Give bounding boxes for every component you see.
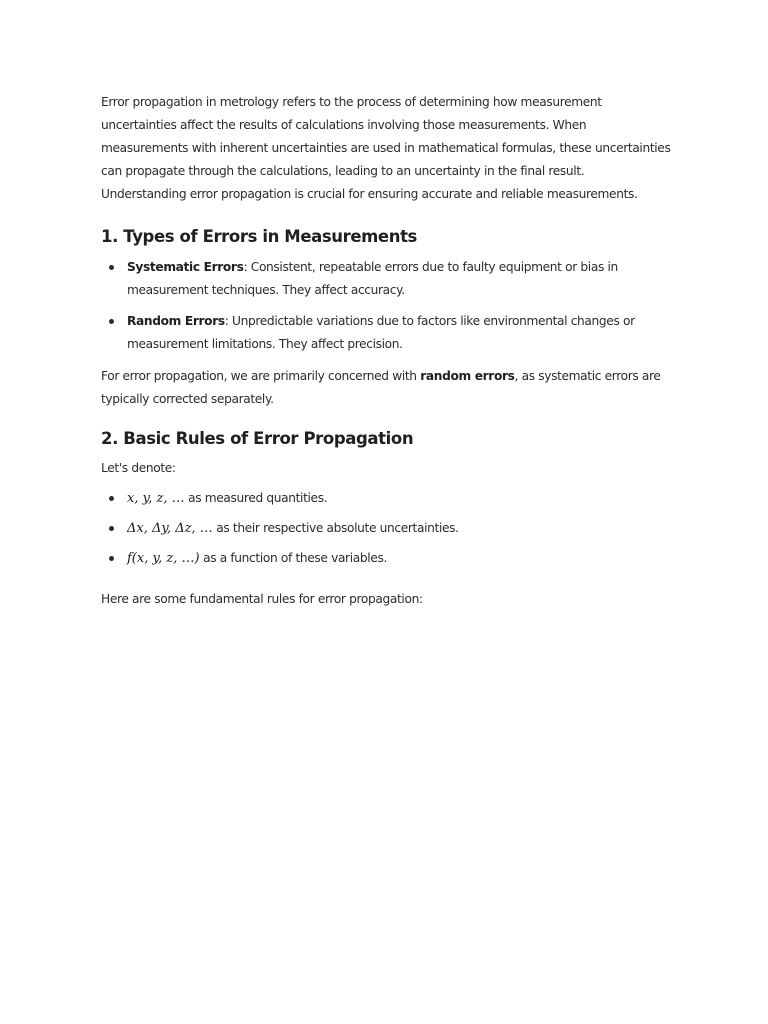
bullet-icon <box>109 319 114 324</box>
systematic-errors-label: Systematic Errors <box>127 260 244 274</box>
bullet-icon <box>109 265 114 270</box>
uncertainties-math: Δx, Δy, Δz, … <box>127 521 213 536</box>
random-errors-note <box>101 365 673 411</box>
list-item-function <box>101 547 673 570</box>
bullet-icon <box>109 496 114 501</box>
list-item-systematic-errors <box>101 256 673 302</box>
variables-text: as measured quantities. <box>184 491 328 505</box>
systematic-errors-separator: : <box>243 260 248 274</box>
note-prefix: For error propagation, we are primarily concerned with <box>101 369 421 383</box>
bullet-icon <box>109 556 114 561</box>
random-errors-separator: : <box>224 314 229 328</box>
bullet-icon <box>109 526 114 531</box>
rules-closing: Here are some fundamental rules for error propagation: <box>101 592 423 606</box>
note-strong: random errors <box>420 369 515 383</box>
section-2-heading: 2. Basic Rules of Error Propagation <box>101 429 414 448</box>
document-page <box>101 91 673 611</box>
denote-lead: Let's denote: <box>101 461 176 475</box>
intro-paragraph: Error propagation in metrology refers to the process of determining how measurement uncertainties affect the results of calculations involving those measurements. When measurements with inherent uncertainties are used in mathematical formulas, these uncertainties can propagate through the calculations, leading to an uncertainty in the final result. Understanding error propagation is crucial for ensuring accurate and reliable measurements. <box>101 95 671 201</box>
notation-list <box>101 487 673 570</box>
list-item-random-errors <box>101 310 673 356</box>
uncertainties-text: as their respective absolute uncertainties. <box>212 521 459 535</box>
error-types-list <box>101 256 673 356</box>
function-text: as a function of these variables. <box>199 551 387 565</box>
section-1-heading: 1. Types of Errors in Measurements <box>101 227 417 246</box>
note-suffix: , as systematic errors are typically corrected separately. <box>101 369 661 406</box>
function-math: f(x, y, z, …) <box>127 551 200 566</box>
systematic-errors-text: Consistent, repeatable errors due to faulty equipment or bias in measurement techniques. They affect accuracy. <box>127 260 618 297</box>
list-item-uncertainties <box>101 517 673 540</box>
list-item-measured-quantities <box>101 487 673 510</box>
random-errors-label: Random Errors <box>127 314 225 328</box>
variables-math: x, y, z, … <box>127 491 185 506</box>
random-errors-text: Unpredictable variations due to factors like environmental changes or measurement limitations. They affect precision. <box>127 314 635 351</box>
